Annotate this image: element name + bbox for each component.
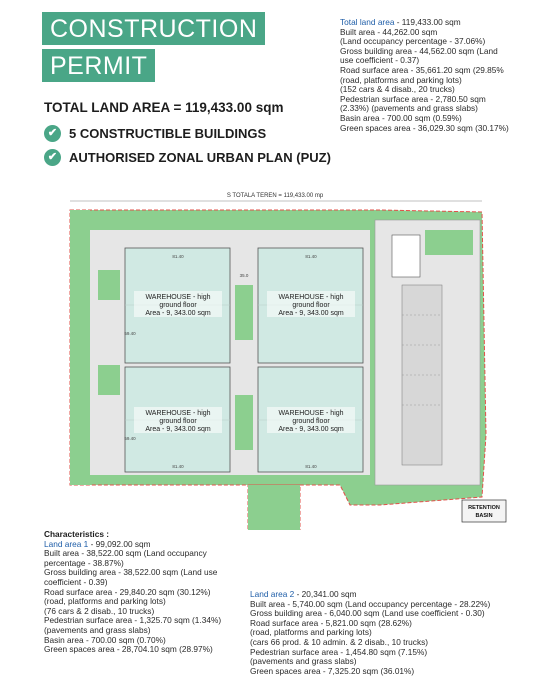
plan-top-label: S TOTALA TEREN = 119,433.00 mp	[226, 193, 324, 199]
land-area-1-heading: Land area 1	[44, 538, 89, 549]
site-plan-drawing	[30, 185, 512, 530]
dim-label: 81.40	[305, 464, 317, 469]
bullet-buildings	[44, 125, 339, 142]
land-area-2-info	[250, 590, 536, 676]
land-area-1-heading-value: - 99,092.00 sqm	[88, 538, 151, 549]
warehouse-1-label-line1: WAREHOUSE - high	[145, 294, 211, 301]
dim-label: 81.40	[172, 254, 184, 259]
warehouse-3-label-line2: ground floor	[159, 418, 197, 425]
check-icon: ✔	[44, 149, 61, 166]
info-line: use coefficient - 0.37)	[340, 55, 420, 66]
info-line: (road, platforms and parking lots)	[250, 627, 372, 638]
warehouse-4-label-line1: WAREHOUSE - high	[278, 410, 344, 417]
warehouse-1-label-line3: Area - 9, 343.00 sqm	[145, 310, 211, 317]
total-land-heading: Total land area	[340, 17, 395, 27]
warehouse-4-label-line3: Area - 9, 343.00 sqm	[278, 426, 344, 433]
basin-green	[248, 485, 300, 530]
dim-label: 59.40	[124, 331, 136, 336]
info-line: (Land occupancy percentage - 37.06%)	[340, 36, 486, 47]
warehouse-3-label-line3: Area - 9, 343.00 sqm	[145, 426, 211, 433]
green-island	[235, 285, 253, 340]
land-area-1-info	[44, 530, 249, 655]
info-line: (76 cars & 2 disab., 10 trucks)	[44, 605, 155, 616]
info-line: Basin area - 700.00 sqm (0.59%)	[340, 112, 462, 123]
info-line: (pavements and grass slabs)	[250, 656, 357, 667]
info-line: coefficient - 0.39)	[44, 576, 108, 587]
warehouse-3-label-line1: WAREHOUSE - high	[145, 410, 211, 417]
info-line: (road, platforms and parking lots)	[340, 74, 462, 85]
total-land-heading-value: - 119,433.00 sqm	[394, 17, 461, 27]
green-strip-left	[70, 210, 90, 485]
info-line: (cars 66 prod. & 10 admin. & 2 disab., 10 trucks)	[250, 636, 429, 647]
info-line: Green spaces area - 7,325.20 sqm (36.01%)	[250, 665, 415, 676]
check-icon: ✔	[44, 125, 61, 142]
info-line: Pedestrian surface area - 2,780.50 sqm	[340, 93, 486, 104]
info-line: (2.33%) (pavements and grass slabs)	[340, 103, 478, 114]
green-island	[98, 270, 120, 300]
info-line: (road, platforms and parking lots)	[44, 596, 166, 607]
bullet-text: 5 CONSTRUCTIBLE BUILDINGS	[69, 126, 267, 141]
title-line-1: CONSTRUCTION	[42, 12, 265, 45]
info-line: Gross building area - 44,562.00 sqm (Land	[340, 45, 498, 56]
info-line: Built area - 44,262.00 sqm	[340, 26, 438, 37]
bullet-text: AUTHORISED ZONAL URBAN PLAN (PUZ)	[69, 150, 331, 165]
warehouse-2-label-line2: ground floor	[292, 302, 330, 309]
green-island	[235, 395, 253, 450]
dim-label: 81.40	[305, 254, 317, 259]
total-land-headline: TOTAL LAND AREA = 119,433.00 sqm	[44, 100, 284, 115]
info-line: Built area - 38,522.00 sqm (Land occupancy	[44, 548, 207, 559]
info-line: Basin area - 700.00 sqm (0.70%)	[44, 634, 166, 645]
dim-label: 59.40	[124, 436, 136, 441]
warehouse-4-label-line2: ground floor	[292, 418, 330, 425]
info-line: Road surface area - 35,661.20 sqm (29.85%	[340, 64, 504, 75]
green-island	[98, 365, 120, 395]
characteristics-caption: Characteristics :	[44, 529, 110, 539]
bullet-puz	[44, 149, 339, 166]
warehouse-2-label-line1: WAREHOUSE - high	[278, 294, 344, 301]
total-land-info	[340, 18, 535, 133]
info-line: percentage - 38.87%)	[44, 557, 124, 568]
info-line: (152 cars & 4 disab., 20 trucks)	[340, 84, 455, 95]
dim-label: 35.0	[239, 273, 249, 278]
land-area-2-heading-value: - 20,341.00 sqm	[294, 589, 357, 599]
warehouse-1-label-line2: ground floor	[159, 302, 197, 309]
dim-label: 81.40	[172, 464, 184, 469]
basin-label-line1: RETENTION	[468, 505, 500, 511]
land-area-2-heading: Land area 2	[250, 589, 295, 599]
warehouse-2-label-line3: Area - 9, 343.00 sqm	[278, 310, 344, 317]
info-line: Road surface area - 29,840.20 sqm (30.12%)	[44, 586, 211, 597]
info-line: (pavements and grass slabs)	[44, 624, 151, 635]
info-line: Pedestrian surface area - 1,325.70 sqm (1.34%)	[44, 615, 222, 626]
info-line: Built area - 5,740.00 sqm (Land occupancy percentage - 28.22%)	[250, 598, 491, 609]
info-line: Gross building area - 6,040.00 sqm (Land use coefficient - 0.30)	[250, 608, 485, 619]
info-line: Gross building area - 38,522.00 sqm (Land use	[44, 567, 218, 578]
site-plan	[30, 185, 512, 530]
title-block	[42, 12, 265, 82]
admin-building	[392, 235, 420, 277]
info-line: Green spaces area - 28,704.10 sqm (28.97%)	[44, 644, 213, 655]
info-line: Pedestrian surface area - 1,454.80 sqm (7.15%)	[250, 646, 428, 657]
info-line: Road surface area - 5,821.00 sqm (28.62%)	[250, 617, 412, 628]
green-area-2	[425, 230, 473, 255]
info-line: Green spaces area - 36,029.30 sqm (30.17%)	[340, 122, 509, 133]
basin-label-line2: BASIN	[475, 513, 493, 519]
title-line-2: PERMIT	[42, 49, 155, 82]
